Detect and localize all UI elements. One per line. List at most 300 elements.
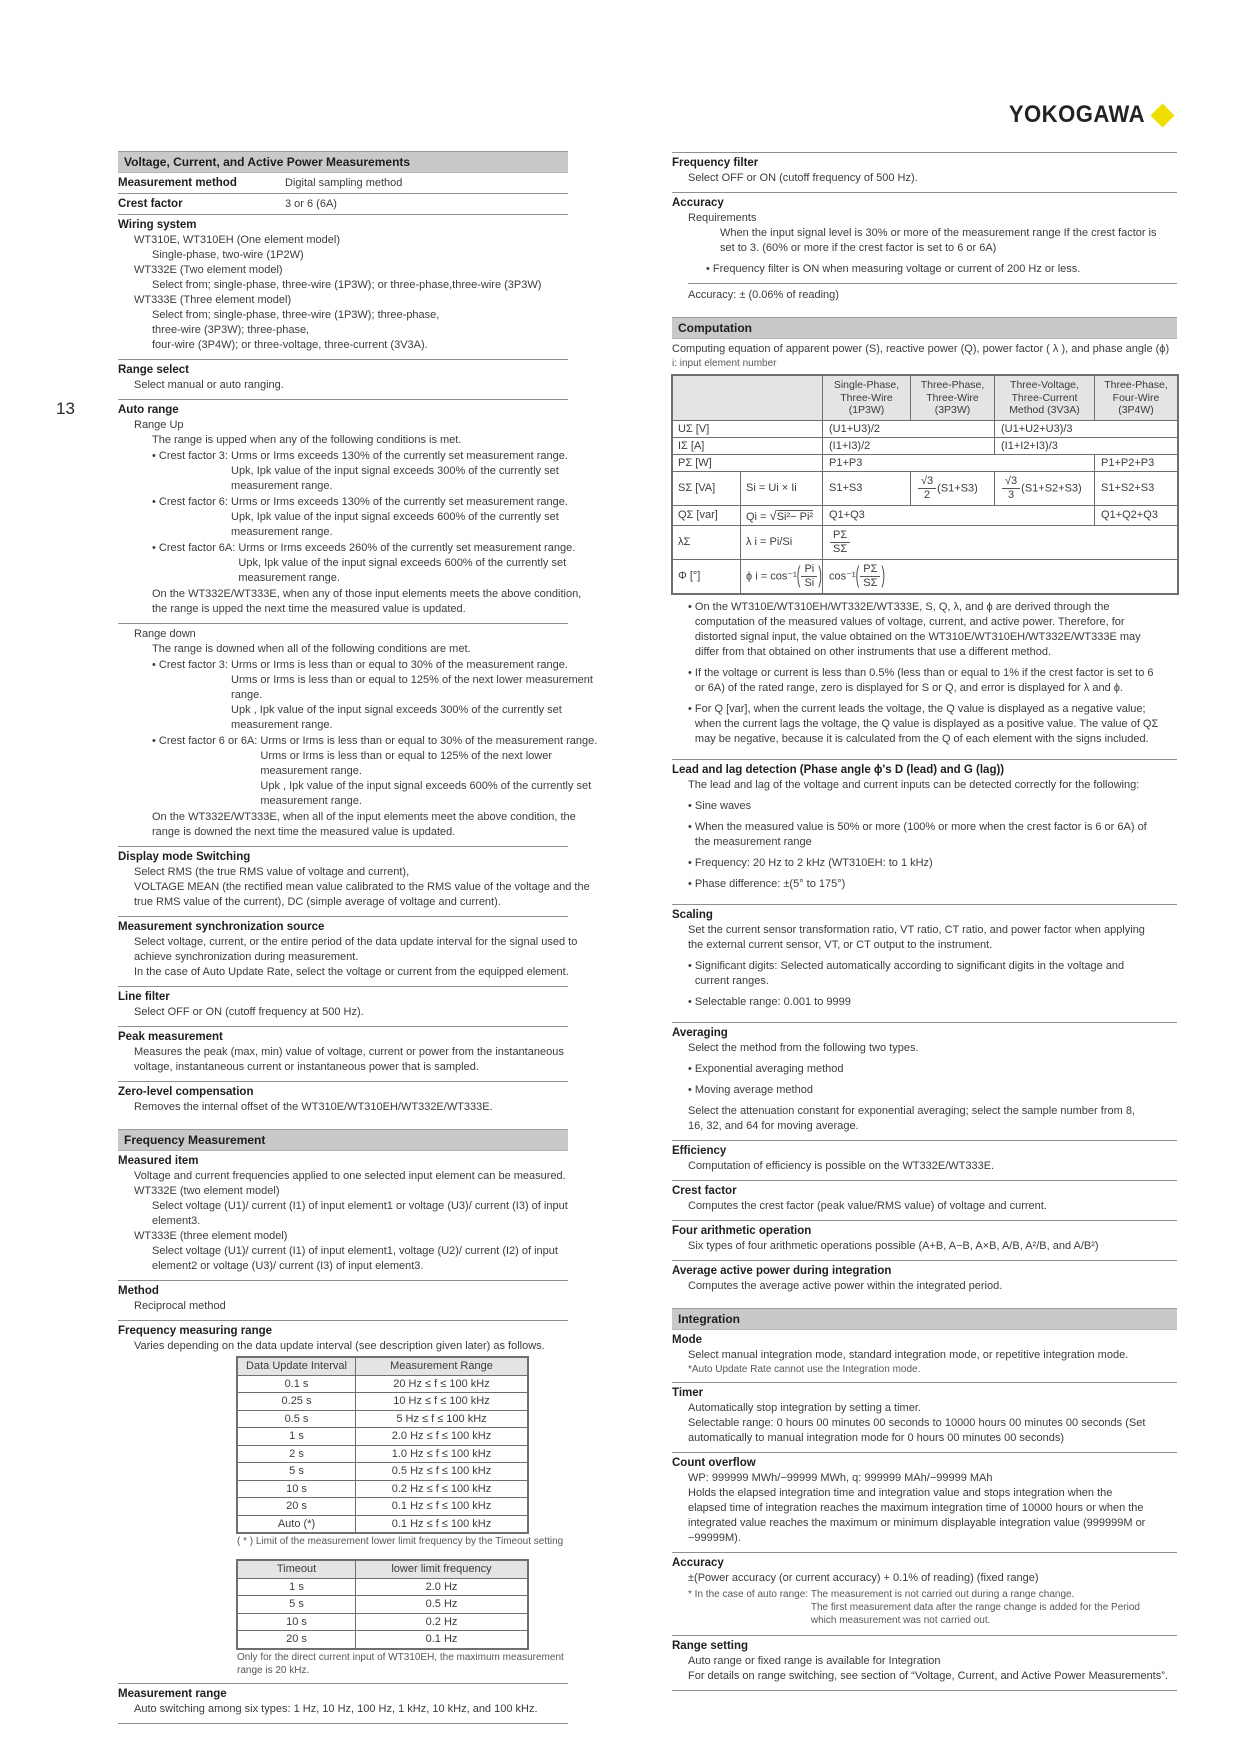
comp-row-label: QΣ [var] (673, 505, 741, 525)
comp-formula-cell (741, 505, 823, 525)
table-note: ( * ) Limit of the measurement lower limit frequency by the Timeout setting (237, 1536, 564, 1547)
spec-line: Select from; single-phase, three-wire (1P3W); or three-phase,three-wire (3P3W) (152, 279, 542, 291)
bullet-lines (695, 1083, 1177, 1098)
spec-line: Select OFF or ON (cutoff frequency of 500 Hz). (688, 172, 918, 184)
bullet-marker: • Crest factor 3: (152, 450, 232, 462)
comp-value-cell: S1+S2+S3 (1095, 471, 1178, 505)
spec-line: Six types of four arithmetic operations possible (A+B, A−B, A×B, A/B, A²/B, and A/B²) (688, 1239, 1099, 1252)
spec-section (118, 1151, 568, 1280)
table-cell: 10 s (238, 1613, 356, 1631)
spec-line: measurement range. (231, 480, 333, 492)
bullet-item (688, 666, 1177, 696)
comp-value-cell (823, 525, 1178, 559)
spec-section (672, 1022, 1177, 1140)
section-title: Peak measurement (118, 1031, 223, 1043)
right-column (672, 152, 1177, 1691)
spec-line: WT332E (Two element model) (134, 264, 283, 276)
bullet-lines (695, 877, 1177, 892)
spec-section (672, 1140, 1177, 1180)
bullet-item (152, 734, 598, 809)
table-cell: 1 s (238, 1578, 356, 1596)
section-title: Range select (118, 364, 189, 376)
section-title: Scaling (672, 908, 713, 921)
spec-row (118, 193, 568, 214)
bullet-item (152, 449, 568, 494)
spec-line: or 6A) of the rated range, zero is displayed for S or Q, and error is displayed for λ and ϕ. (694, 681, 1123, 694)
comp-formula-cell: λ i = Pi/Si (741, 525, 823, 559)
section-title: Method (118, 1285, 159, 1297)
spec-section (672, 904, 1177, 1022)
spec-line: On the WT332E/WT333E, when all of the input elements meet the above condition, the (152, 811, 576, 823)
spec-line: Upk, Ipk value of the input signal exceeds 600% of the currently set (238, 557, 567, 569)
bullet-marker: • (688, 856, 695, 869)
bullet-lines (695, 666, 1177, 696)
table-header-row (238, 1358, 528, 1376)
table-header-cell: lower limit frequency (356, 1561, 528, 1579)
table-row (238, 1515, 528, 1533)
section-title: Range setting (672, 1639, 749, 1652)
section-title: Range down (134, 628, 196, 640)
bullet-item (688, 1083, 1177, 1098)
spec-value: Digital sampling method (285, 177, 403, 189)
inner-divider (688, 283, 1177, 284)
spec-line: Range Up (134, 419, 184, 431)
bullet-marker: • (688, 959, 695, 972)
bullet-item (688, 877, 1177, 892)
spec-line: differ from that obtained on other instruments that use a different method. (694, 645, 1052, 658)
comp-row-label: λΣ (673, 525, 741, 559)
bullet-lines (231, 495, 568, 540)
spec-line: Select voltage (U1)/ current (I1) of input element1 or voltage (U3)/ current (I3) of input (152, 1200, 568, 1212)
section-title: Frequency filter (672, 157, 759, 169)
fraction-denominator: 3 (1008, 488, 1015, 501)
spec-line: Urms or Irms is less than or equal to 125% of the next lower (260, 750, 553, 762)
spec-line: the range is upped the next time the measured value is updated. (152, 603, 466, 615)
spec-section (118, 1280, 568, 1320)
fraction-numerator: PΣ (830, 530, 850, 543)
spec-line: The range is downed when all of the following conditions are met. (152, 643, 471, 655)
section-header-bar (118, 1129, 568, 1151)
spec-line: Urms or Irms exceeds 130% of the currently set measurement range. (231, 496, 568, 508)
spec-line: ±(Power accuracy (or current accuracy) + 0.1% of reading) (fixed range) (688, 1571, 1039, 1584)
comp-value-cell: (U1+U2+U3)/3 (995, 420, 1178, 437)
formula-prefix: Qi = (746, 510, 770, 523)
spec-section (118, 623, 598, 846)
fraction (860, 564, 880, 589)
bullet-item (152, 495, 568, 540)
comp-row (673, 420, 1178, 437)
comp-formula-cell (741, 559, 823, 593)
spec-line: Computes the crest factor (peak value/RMS value) of voltage and current. (688, 1199, 1047, 1212)
spec-section (118, 214, 568, 359)
table-cell: 0.5 Hz (356, 1596, 528, 1614)
spec-line: three-wire (3P3W); three-phase, (152, 324, 310, 336)
spec-line: When the input signal level is 30% or more of the measurement range If the crest factor is (720, 227, 1157, 239)
table-row (238, 1375, 528, 1393)
section-title: Auto range (118, 404, 179, 416)
spec-line: i: input element number (672, 358, 777, 369)
bullet-item (688, 702, 1177, 747)
table-cell: 0.1 Hz ≤ f ≤ 100 kHz (356, 1515, 528, 1533)
spec-section (672, 1452, 1177, 1552)
spec-value: 3 or 6 (6A) (285, 198, 337, 210)
fraction-denominator: SΣ (863, 576, 878, 589)
bullet-marker: • (688, 1062, 695, 1075)
table-header-cell: Data Update Interval (238, 1358, 356, 1376)
spec-line: computation of the measured values of voltage, current, and active power. Therefore, for (694, 615, 1125, 628)
spec-line: Select OFF or ON (cutoff frequency at 500 Hz). (134, 1006, 364, 1018)
comp-value-cell: (I1+I3)/2 (823, 437, 995, 454)
spec-label: Crest factor (118, 198, 183, 210)
table-cell: 2.0 Hz ≤ f ≤ 100 kHz (356, 1428, 528, 1446)
table-row (238, 1463, 528, 1481)
comp-row-label: UΣ [V] (673, 420, 823, 437)
spec-line: Computes the average active power within the integrated period. (688, 1279, 1003, 1292)
table-cell: 2 s (238, 1445, 356, 1463)
bullet-item (688, 1062, 1177, 1077)
left-column (118, 143, 598, 1724)
comp-row-label: PΣ [W] (673, 454, 823, 471)
spec-line: distorted signal input, the value obtained on the WT310E/WT310EH/WT332E/WT333E may (694, 630, 1141, 643)
spec-line: four-wire (3P4W); or three-voltage, three-current (3V3A). (152, 339, 428, 351)
spec-line: VOLTAGE MEAN (the rectified mean value calibrated to the RMS value of the voltage and the (134, 881, 590, 893)
bullet-lines (695, 799, 1177, 814)
section-title: Timer (672, 1386, 704, 1399)
section-header-bar (672, 317, 1177, 339)
spec-line: Urms or Irms is less than or equal to 125% of the next lower measurement (231, 674, 593, 686)
comp-col-header (911, 376, 995, 421)
paren-open: ( (855, 563, 860, 589)
table-cell: 0.1 Hz (356, 1631, 528, 1649)
spec-line: Significant digits: Selected automatically according to significant digits in the voltage and (694, 959, 1125, 972)
table-cell: 0.25 s (238, 1393, 356, 1411)
bullet-item (688, 959, 1177, 989)
section-header-title: Integration (678, 1311, 740, 1326)
spec-line: Varies depending on the data update interval (see description given later) as follows. (134, 1340, 545, 1352)
bullet-marker: • Crest factor 6: (152, 496, 232, 508)
header-line: Three-Voltage, (1010, 379, 1079, 391)
data-table (237, 1357, 528, 1533)
spec-section (672, 1635, 1177, 1691)
comp-row-label: Φ [°] (673, 559, 741, 593)
section-header-bar (672, 1308, 1177, 1330)
spec-line: The lead and lag of the voltage and current inputs can be detected correctly for the following: (688, 778, 1140, 791)
yokogawa-logo (997, 101, 1177, 129)
spec-line: achieve synchronization during measurement. (134, 951, 359, 963)
spec-section (672, 1260, 1177, 1300)
section-title: Averaging (672, 1026, 728, 1039)
comp-col-header (995, 376, 1095, 421)
section-title: Count overflow (672, 1456, 756, 1469)
spec-line: Upk, Ipk value of the input signal exceeds 300% of the currently set (231, 465, 559, 477)
spec-line: the measurement range (694, 835, 812, 848)
section-header-bar (118, 151, 568, 173)
spec-line: which measurement was not carried out. (810, 1614, 991, 1626)
data-table (237, 1560, 528, 1649)
table-row (238, 1631, 528, 1649)
spec-line: Urms or Irms exceeds 130% of the currently set measurement range. (231, 450, 568, 462)
spec-line: The measurement is not carried out during a range change. (810, 1588, 1075, 1600)
table-row (238, 1480, 528, 1498)
spec-section (118, 399, 582, 623)
section-title: Mode (672, 1333, 703, 1346)
bullet-marker: • (688, 799, 695, 812)
hang-label: * In the case of auto range: (688, 1588, 811, 1600)
table-cell: 0.5 Hz ≤ f ≤ 100 kHz (356, 1463, 528, 1481)
spec-line: Computing equation of apparent power (S), reactive power (Q), power factor ( λ ), and phase angle (ϕ) (672, 343, 1170, 355)
comp-row (673, 505, 1178, 525)
bullet-item (152, 658, 593, 733)
comp-formula-cell: Si = Ui × Ii (741, 471, 823, 505)
bullet-item (152, 541, 576, 586)
spec-line: Select from; single-phase, three-wire (1P3W); three-phase, (152, 309, 440, 321)
spec-line: Voltage and current frequencies applied to one selected input element can be measured. (134, 1170, 566, 1182)
spec-line: range. (231, 689, 263, 701)
spec-line: Auto switching among six types: 1 Hz, 10 Hz, 100 Hz, 1 kHz, 10 kHz, and 100 kHz. (134, 1702, 538, 1715)
section-title: Efficiency (672, 1144, 727, 1157)
section-title: Average active power during integration (672, 1264, 892, 1277)
spec-section (672, 152, 1177, 192)
table-row (238, 1445, 528, 1463)
spec-line: current ranges. (694, 974, 769, 987)
spec-line: Urms or Irms is less than or equal to 30% of the measurement range. (231, 659, 568, 671)
section-title: Lead and lag detection (Phase angle ϕ's D (lead) and G (lag)) (672, 763, 1005, 776)
comp-corner-cell (673, 376, 823, 421)
header-line: Method (3V3A) (1009, 404, 1080, 416)
formula-suffix: (S1+S3) (937, 481, 978, 494)
spec-section (672, 759, 1177, 904)
section-title: Measurement synchronization source (118, 921, 325, 933)
table-note: Only for the direct current input of WT310EH, the maximum measurement range is 20 kHz. (237, 1651, 564, 1676)
fraction-numerator: √3 (918, 476, 936, 489)
yokogawa-wordmark: YOKOGAWA (1008, 101, 1145, 128)
header-line: (3P4W) (1118, 404, 1154, 416)
comp-row (673, 437, 1178, 454)
spec-line: Measures the peak (max, min) value of voltage, current or power from the instantaneous (134, 1046, 564, 1058)
spec-section (118, 1683, 568, 1724)
header-line: Three-Wire (926, 391, 979, 404)
table-cell: 0.2 Hz (356, 1613, 528, 1631)
table-cell: 20 s (238, 1498, 356, 1516)
fraction-numerator: PΣ (860, 564, 880, 577)
fraction-denominator: Si (804, 576, 815, 589)
bullet-lines (695, 600, 1177, 660)
table-cell: 0.2 Hz ≤ f ≤ 100 kHz (356, 1480, 528, 1498)
spec-section (118, 1026, 568, 1081)
bullet-lines (231, 658, 593, 733)
header-line: (3P3W) (934, 404, 971, 416)
spec-line: elapsed time of integration reaches the maximum integration time of 10000 hours or when the (688, 1501, 1144, 1514)
paren-close: ) (818, 563, 822, 589)
comp-value-cell: (U1+U3)/2 (823, 420, 995, 437)
comp-row-label: IΣ [A] (673, 437, 823, 454)
bullet-item (688, 856, 1177, 871)
bullet-lines (695, 959, 1177, 989)
spec-section (672, 1220, 1177, 1260)
spec-line: WP: 999999 MWh/−99999 MWh, q: 999999 MAh/−99999 MAh (688, 1471, 993, 1484)
spec-line: Exponential averaging method (694, 1062, 844, 1075)
spec-line: For details on range switching, see section of “Voltage, Current, and Active Power Measurements”. (688, 1669, 1168, 1682)
bullet-marker: • (688, 702, 695, 715)
spec-section (118, 1081, 568, 1121)
spec-line: Frequency: 20 Hz to 2 kHz (WT310EH: to 1 kHz) (694, 856, 933, 869)
spec-section (118, 359, 568, 399)
spec-line: measurement range. (260, 795, 362, 807)
section-title: Accuracy (672, 197, 724, 209)
spec-line: Automatically stop integration by setting a timer. (688, 1401, 921, 1414)
spec-line: the external current sensor, VT, or CT output to the instrument. (688, 938, 993, 951)
section-title: Accuracy (672, 1556, 724, 1569)
bullet-lines (695, 1062, 1177, 1077)
section-title: Measurement range (118, 1687, 227, 1700)
comp-value-cell: (I1+I2+I3)/3 (995, 437, 1178, 454)
table-cell: 1.0 Hz ≤ f ≤ 100 kHz (356, 1445, 528, 1463)
header-line: (1P3W) (848, 404, 885, 416)
spec-line: set to 3. (60% or more if the crest factor is set to 6 or 6A) (720, 242, 997, 254)
spec-line: measurement range. (231, 526, 333, 538)
table-cell: 5 s (238, 1463, 356, 1481)
table-cell: 20 Hz ≤ f ≤ 100 kHz (356, 1375, 528, 1393)
header-line: Single-Phase, (833, 379, 900, 391)
bullet-item (688, 799, 1177, 814)
bullet-marker: • Crest factor 3: (152, 659, 232, 671)
table-cell: 0.5 s (238, 1410, 356, 1428)
fraction-denominator: SΣ (833, 542, 848, 555)
comp-value-cell: P1+P3 (823, 454, 1095, 471)
comp-row (673, 454, 1178, 471)
page-number: 13 (56, 399, 75, 418)
comp-value-cell (911, 471, 995, 505)
table-cell: 0.1 Hz ≤ f ≤ 100 kHz (356, 1498, 528, 1516)
table-cell: 0.1 s (238, 1375, 356, 1393)
diamond-icon (1150, 103, 1174, 127)
comp-value-cell (995, 471, 1095, 505)
spec-section (118, 1320, 568, 1683)
spec-line: WT310E, WT310EH (One element model) (134, 234, 341, 246)
comp-value-cell (823, 559, 1178, 593)
bullet-marker: • Crest factor 6 or 6A: (152, 735, 261, 747)
spec-label: Measurement method (118, 177, 237, 189)
bullet-item (688, 995, 1177, 1010)
spec-section (672, 1382, 1177, 1452)
paren-open: ( (796, 563, 801, 589)
table-cell: 20 s (238, 1631, 356, 1649)
section-title: Wiring system (118, 219, 197, 231)
spec-line: Phase difference: ±(5° to 175°) (694, 877, 846, 890)
bullet-marker: • Crest factor 6A: (152, 542, 239, 554)
spec-section (672, 339, 1177, 759)
spec-line: element3. (152, 1215, 201, 1227)
formula-prefix: ϕ i = cos⁻¹ (746, 569, 797, 582)
spec-line: Auto range or fixed range is available for Integration (688, 1654, 941, 1667)
fraction (1002, 476, 1020, 501)
section-header-title: Voltage, Current, and Active Power Measurements (124, 155, 411, 169)
spec-line: Upk , Ipk value of the input signal exceeds 300% of the currently set (231, 704, 562, 716)
table-cell: 5 Hz ≤ f ≤ 100 kHz (356, 1410, 528, 1428)
spec-line: Urms or Irms exceeds 260% of the currently set measurement range. (238, 542, 576, 554)
spec-row (118, 173, 568, 193)
comp-row (673, 559, 1178, 593)
header-line: Four-Wire (1112, 391, 1160, 404)
hanging-note (688, 1588, 1177, 1627)
fraction (801, 564, 817, 589)
bullet-marker: • (688, 1083, 695, 1096)
spec-line: Selectable range: 0.001 to 9999 (694, 995, 851, 1008)
spec-line: measurement range. (231, 719, 333, 731)
bullet-item (688, 820, 1177, 850)
bullet-item (706, 262, 1177, 277)
bullet-item (688, 600, 1177, 660)
bullet-marker: • (688, 666, 695, 679)
spec-line: The first measurement data after the range change is added for the Period (810, 1601, 1140, 1613)
comp-value-cell: S1+S3 (823, 471, 911, 505)
table-header-cell: Timeout (238, 1561, 356, 1579)
comp-row (673, 525, 1178, 559)
bullet-marker: • (688, 877, 695, 890)
table-body (238, 1561, 528, 1649)
comp-value-cell: P1+P2+P3 (1095, 454, 1178, 471)
spec-line: element2 or voltage (U3)/ current (I3) of input element3. (152, 1260, 424, 1272)
spec-line: Sine waves (694, 799, 752, 812)
sqrt-icon: √ (769, 507, 777, 523)
fraction-denominator: 2 (924, 488, 931, 501)
spec-line: In the case of Auto Update Rate, select the voltage or current from the equipped element. (134, 966, 569, 978)
spec-line: Selectable range: 0 hours 00 minutes 00 seconds to 10000 hours 00 minutes 00 seconds (Set (688, 1416, 1146, 1429)
spec-line: Select voltage (U1)/ current (I1) of input element1, voltage (U2)/ current (I2) of input (152, 1245, 558, 1257)
spec-line: When the measured value is 50% or more (100% or more when the crest factor is 6 or 6A) of (694, 820, 1147, 833)
spec-line: Removes the internal offset of the WT310E/WT310EH/WT332E/WT333E. (134, 1101, 493, 1113)
bullet-lines (695, 995, 1177, 1010)
table-cell: 1 s (238, 1428, 356, 1446)
spec-line: measurement range. (260, 765, 362, 777)
spec-line: Upk, Ipk value of the input signal exceeds 600% of the currently set (231, 511, 559, 523)
spec-line: For Q [var], when the current leads the voltage, the Q value is displayed as a negative value; (694, 702, 1146, 715)
spec-line: range is downed the next time the measured value is updated. (152, 826, 456, 838)
bullet-lines (695, 820, 1177, 850)
table-cell: 2.0 Hz (356, 1578, 528, 1596)
table-row (238, 1578, 528, 1596)
table-row (238, 1613, 528, 1631)
spec-line: On the WT332E/WT333E, when any of those input elements meets the above condition, (152, 588, 582, 600)
spec-line: Accuracy: ± (0.06% of reading) (688, 289, 839, 301)
table-cell: 5 s (238, 1596, 356, 1614)
paren-close: ) (881, 563, 886, 589)
section-title: Line filter (118, 991, 170, 1003)
bullet-marker: • (706, 263, 713, 275)
section-title: Measured item (118, 1155, 199, 1167)
bullet-lines (695, 702, 1177, 747)
spec-line: Frequency filter is ON when measuring voltage or current of 200 Hz or less. (712, 263, 1081, 275)
table-row (238, 1393, 528, 1411)
table-header-cell: Measurement Range (356, 1358, 528, 1376)
spec-line: voltage, instantaneous current or instantaneous power that is sampled. (134, 1061, 479, 1073)
bullet-marker: • (688, 820, 695, 833)
section-title: Zero-level compensation (118, 1086, 254, 1098)
bullet-lines (231, 449, 568, 494)
fraction (830, 530, 850, 555)
spec-line: Select voltage, current, or the entire period of the data update interval for the signal used to (134, 936, 578, 948)
comp-col-header (823, 376, 911, 421)
comp-value-cell: Q1+Q3 (823, 505, 1095, 525)
spec-line: *Auto Update Rate cannot use the Integration mode. (688, 1363, 921, 1375)
spec-section (672, 1330, 1177, 1382)
table-row (238, 1596, 528, 1614)
bullet-lines (713, 262, 1177, 277)
spec-line: Single-phase, two-wire (1P2W) (152, 249, 304, 261)
table-row (238, 1498, 528, 1516)
spec-section (672, 192, 1177, 309)
spec-line: Select RMS (the true RMS value of voltage and current), (134, 866, 410, 878)
